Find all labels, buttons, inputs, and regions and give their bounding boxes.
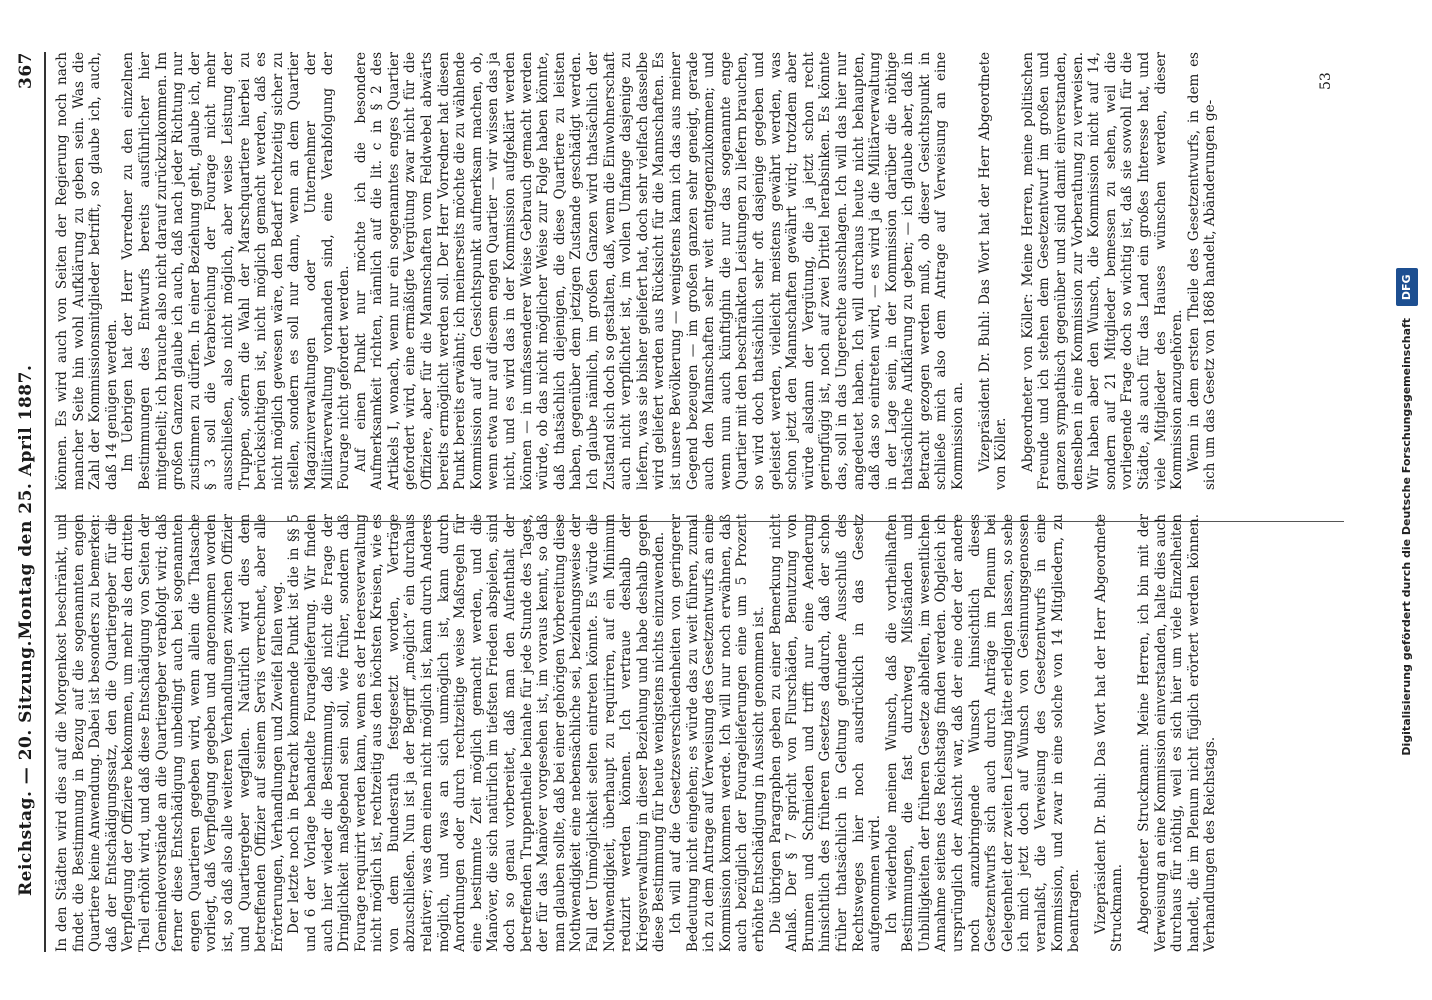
paragraph: Der letzte noch in Betracht kommende Punkt ist die in §§ 5 und 6 der Vorlage behandelte Fouragelieferung. Wir finden auch hier wieder die Bestimmung, daß nicht die Frage der Dringlichkeit maßgebend sein soll, wie früher, sondern daß Fourage requirirt werden kann, wenn es der Heeresverwaltung nicht möglich ist, rechtzeitig aus den höchsten Kreisen, wie es von dem Bundesrath festgesetzt worden, Verträge abzuschließen. Nun ist ja der Begriff „möglich“ ein durchaus relativer; was dem einen nicht möglich ist, kann durch Anderes möglich, und was an sich unmöglich ist, kann durch Anordnungen oder durch rechtzeitige weise Maßregeln für eine bestimmte Zeit möglich gemacht werden, und die Manöver, die sich natürlich im tiefsten Frieden abspielen, sind doch so genau vorbereitet, daß man den Aufenthalt der betreffenden Truppentheile beinahe für jede Stunde des Tages, der für das Manöver vorgesehen ist, im voraus kennt, so daß man glauben sollte, daß bei einer gehörigen Vorbereitung diese Nothwendigkeit eine nebensächliche sei, beziehungsweise der Fall der Unmöglichkeit selten eintreten könnte. Es würde die Nothwendigkeit, überhaupt zu requiriren, auf ein Minimum reduzirt werden können. Ich vertraue deshalb der Kriegsverwaltung in dieser Beziehung und habe deshalb gegen diese Bestimmung für heute wenigstens nichts einzuwenden. [286, 514, 668, 952]
paragraph: Auf einen Punkt nur möchte ich die besondere Aufmerksamkeit richten, nämlich auf die lit. c in § 2 des Artikels I, wonach, wenn nur ein sogenanntes enges Quartier gefordert wird, eine ermäßigte Vergütung zwar nicht für die Offiziere, aber für die Mannschaften vom Feldwebel abwärts bereits ermöglicht werden soll. Der Herr Vorredner hat diesen Punkt bereits erwähnt; ich meinerseits möchte die zu wählende Kommission auf den Gesichtspunkt aufmerksam machen, ob, wenn etwa nur auf diesem engen Quartier — wir wissen das ja nicht, und es wird das in der Kommission aufgeklärt werden können — in umfassenderer Weise Gebrauch gemacht werden würde, ob das nicht möglicher Weise zur Folge haben könnte, daß thatsächlich diejenigen, die diese Quartiere zu leisten haben, gegenüber dem jetzigen Zustande geschädigt werden. Ich glaube nämlich, im großen Ganzen wird thatsächlich der Zustand sich doch so gestalten, daß, wenn die Einwohnerschaft auch nicht verpflichtet ist, im vollen Umfange dasjenige zu liefern, was sie bisher geliefert hat, doch sehr vielfach dasselbe wird geliefert werden aus Rücksicht für die Mannschaften. Es ist unsere Bevölkerung — wenigstens kann ich das aus meiner Gegend bezeugen — im großen ganzen sehr geneigt, gerade auch den Mannschaften sehr weit entgegenzukommen; und wenn nun auch künftighin die nur das sogenannte enge Quartier mit den beschränkten Leistungen zu liefern brauchen, so wird doch thatsächlich sehr oft dasjenige gegeben und geleistet werden, vielleicht meistens gewährt werden, was schon jetzt den Mannschaften gewährt wird; trotzdem aber würde alsdann der Vergütung, die ja jetzt schon recht geringfügig ist, noch auf zwei Drittel herabsinken. Es könnte das, soll in das Ungerechte ausschlagen. Ich will das hier nur angedeutet haben. Ich will durchaus heute nicht behaupten, daß das so eintreten wird, — es wird ja die Militärverwaltung in der Lage sein, in der Kommission darüber die nöthige thatsächliche Aufklärung zu geben; — ich glaube aber, daß in Betracht gezogen werden muß, ob dieser Gesichtspunkt in schließe mich also dem Antrage auf Verweisung an eine Kommission an. [352, 52, 967, 490]
paragraph: Ich wiederhole meinen Wunsch, daß die vortheilhaften Bestimmungen, die fast durchweg Mißständen und Unbilligkeiten der früheren Gesetze abhelfen, im wesentlichen Annahme seitens des Reichstags finden werden. Obgleich ich ursprünglich der Ansicht war, daß der eine oder der andere noch anzubringende Wunsch hinsichtlich dieses Gesetzentwurfs sich auch durch Anträge im Plenum bei Gelegenheit der zweiten Lesung hätte erledigen lassen, so sehe ich mich jetzt doch auf Wunsch von Gesinnungsgenossen veranlaßt, die Verweisung des Gesetzentwurfs in eine Kommission, und zwar in eine solche von 14 Mitgliedern, zu beantragen. [883, 514, 1083, 952]
credit-text: Digitalisierung gefördert durch die Deutsche Forschungsgemeinschaft [1400, 317, 1413, 756]
speaker-paragraph: Vizepräsident Dr. Buhl: Das Wort hat der Herr Abgeordnete von Köller. [976, 52, 1010, 490]
column-divider [54, 521, 1344, 522]
rotated-page-content [10, 8, 1422, 992]
speaker-paragraph: Abgeordneter von Köller: Meine Herren, meine politischen Freunde und ich stehen dem Gesetzentwurf im großen und ganzen sympathisch gegenüber und sind damit einverstanden, denselben in eine Kommission zur Vorberathung zu verweisen. Wir haben aber den Wunsch, die Kommission nicht auf 14, sondern auf 21 Mitglieder bemessen zu sehen, weil die vorliegende Frage doch so wichtig ist, daß sie sowohl für die Städte, als auch für das Land ein großes Interesse hat, und viele Mitglieder des Hauses wünschen werden, dieser Kommission anzugehören. [1019, 52, 1186, 490]
digitization-credit [1396, 152, 1418, 872]
paragraph: Im Uebrigen hat der Herr Vorredner zu den einzelnen Bestimmungen des Entwurfs bereits ausführlicher hier mitgetheilt; ich brauche also nicht darauf zurückzukommen. Im großen Ganzen glaube ich auch, daß nach jeder Richtung nur zustimmen zu dürfen. In einer Beziehung geht, glaube ich, der § 3 soll die Verabreichung der Fourage nicht mehr ausschließen, also nicht möglich, aber weise Leistung der Truppen, sofern die Wahl der Marschquartiere hierbei zu berücksichtigen ist, nicht möglich gemacht werden, daß es nicht möglich gewesen wäre, den Bedarf rechtzeitig sicher zu stellen, sondern es soll nur dann, wenn an dem Quartier Magazinverwaltungen oder Unternehmer der Militärverwaltung vorhanden sind, eine Verabfolgung der Fourage nicht gefordert werden. [120, 52, 353, 490]
paragraph: können. Es wird auch von Seiten der Regierung noch nach mancher Seite hin wohl Aufklärung zu geben sein. Was die Zahl der Kommissionsmitglieder betrifft, so glaube ich, auch, daß 14 genügen werden. [54, 52, 120, 490]
speaker-paragraph: Abgeordneter Struckmann: Meine Herren, ich bin mit der Verweisung an eine Kommission einverstanden, halte dies auch durchaus für nöthig, weil es sich hier um viele Einzelheiten handelt, die im Plenum nicht füglich erörtert werden können. Verhandlungen des Reichstags. [1136, 514, 1219, 952]
header-page-number: 367 [16, 52, 36, 89]
header-left: Reichstag. — 20. Sitzung. [16, 640, 36, 896]
speaker-paragraph: Vizepräsident Dr. Buhl: Das Wort hat der Herr Abgeordnete Struckmann. [1092, 514, 1126, 952]
page-signature: 53 [1318, 72, 1334, 90]
paragraph: Ich will auf die Gesetzesverschiedenheiten von geringerer Bedeutung nicht eingehen; es würde das zu weit führen, zumal ich zu dem Antrage auf Verweisung des Gesetzentwurfs an eine Kommission kommen werde. Ich will nur noch erwähnen, daß auch bezüglich der Fouragelieferungen eine um 5 Prozent erhöhte Entschädigung in Aussicht genommen ist. [667, 514, 767, 952]
header-rule [44, 52, 46, 952]
paragraph: Wenn in dem ersten Theile des Gesetzentwurfs, in dem es sich um das Gesetz von 1868 handelt, Abänderungen ge- [1185, 52, 1219, 490]
page-header [16, 52, 46, 952]
paragraph: In den Städten wird dies auf die Morgenkost beschränkt, und findet die Bestimmung in Bezug auf die sogenannten engen Quartiere keine Anwendung. Dabei ist besonders zu bemerken: daß der Entschädigungssatz, den die Quartiergeber für die Verpflegung der Offiziere bekommen, um mehr als den dritten Theil erhöht wird, und daß diese Entschädigung von Seiten der Gemeindevorstände an die Quartiergeber verabfolgt wird; daß ferner diese Entschädigung unbedingt auch bei sogenannten engen Quartieren gegeben wird, wenn allein die Thatsache vorliegt, daß Verpflegung gegeben und angenommen worden ist, so daß also alle weiteren Verhandlungen zwischen Offizier und Quartiergeber wegfallen. Natürlich wird dies dem betreffenden Offizier auf seinem Servis verrechnet, aber alle Erörterungen, Verhandlungen und Zweifel fallen weg. [54, 514, 286, 952]
paragraph: Die übrigen Paragraphen geben zu einer Bemerkung nicht Anlaß. Der § 7 spricht von Flurschäden, Benutzung von Brunnen und Schmieden und trifft nur eine Aenderung hinsichtlich des früheren Gesetzes dadurch, daß der schon früher thatsächlich in Geltung gefundene Ausschluß des Rechtsweges hier noch ausdrücklich in das Gesetz aufgenommen wird. [767, 514, 884, 952]
header-date: Montag den 25. April 1887. [16, 364, 36, 640]
left-column [54, 514, 1354, 952]
dfg-logo: DFG [1396, 268, 1418, 306]
right-column [54, 52, 1354, 490]
